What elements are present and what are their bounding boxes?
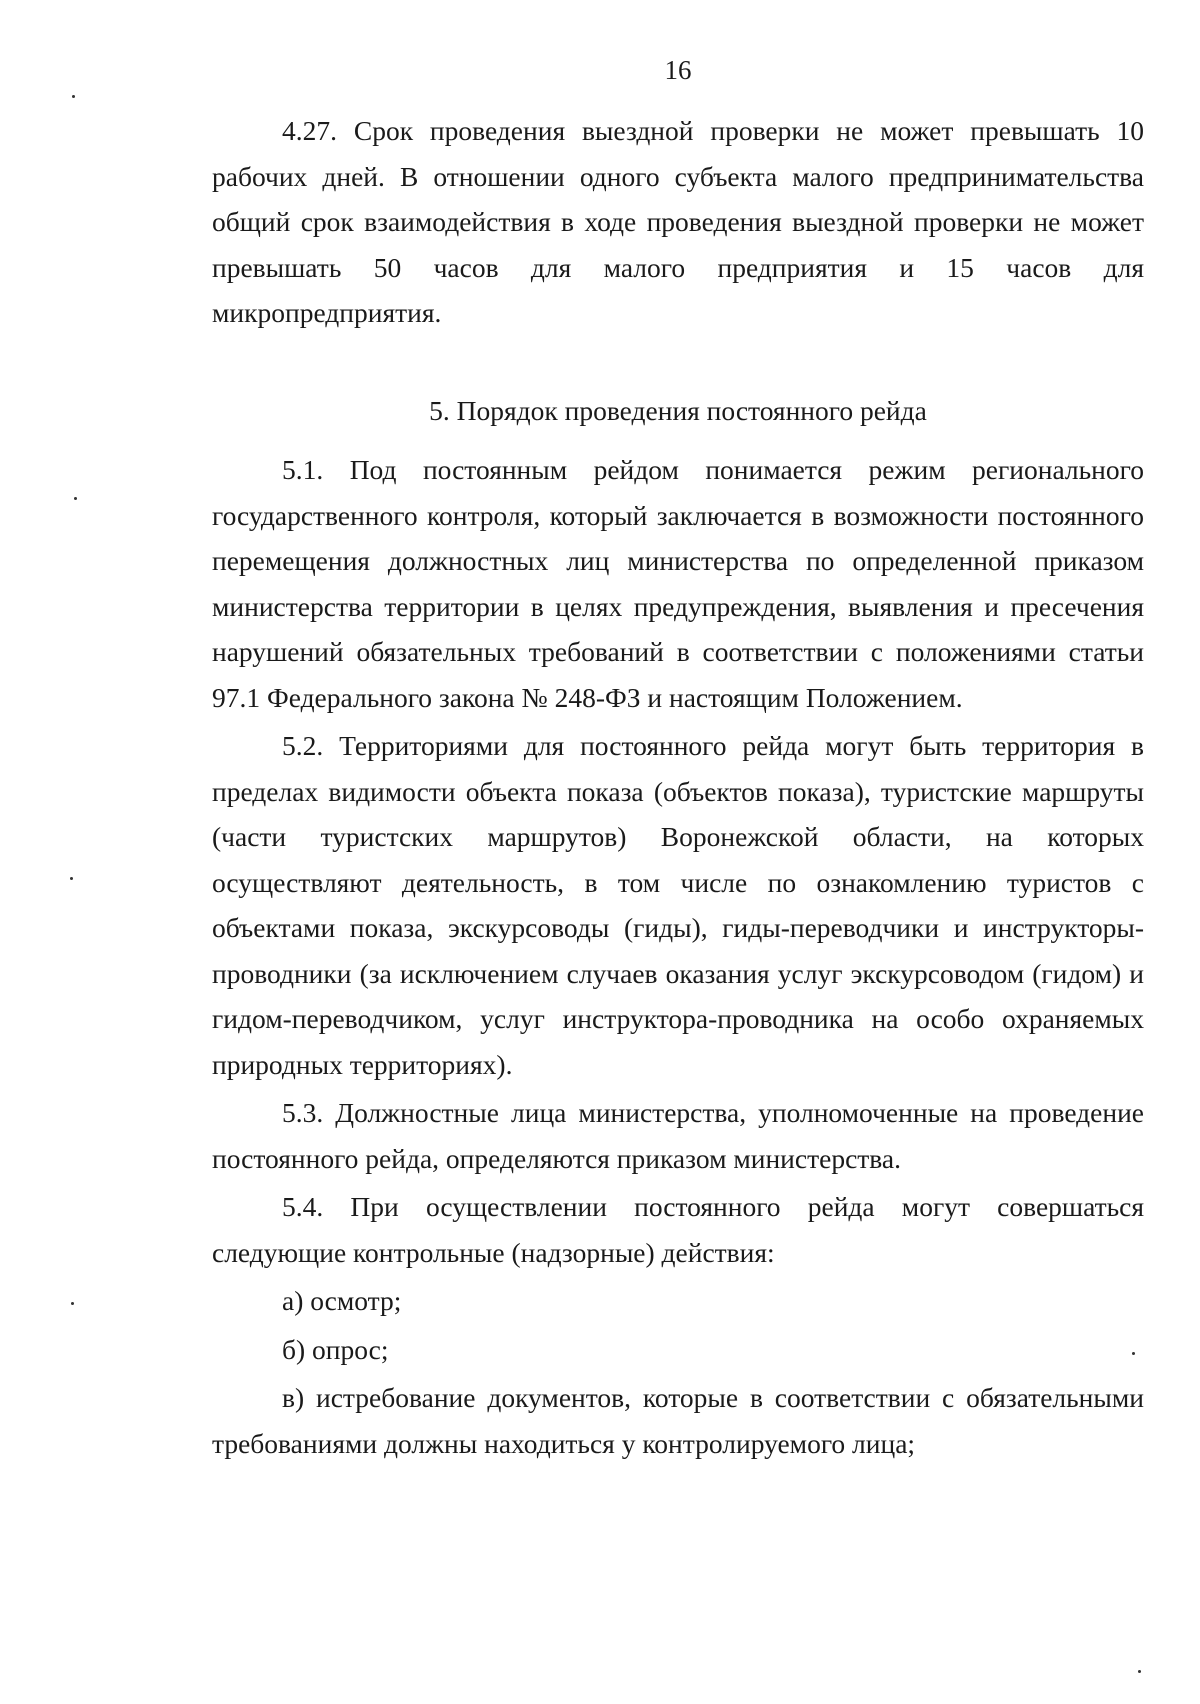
list-item-v: в) истребование документов, которые в соответствии с обязательными требованиями должны находиться у контролируемого лица; — [212, 1382, 1144, 1459]
scan-speck — [74, 497, 77, 500]
list-item-b: б) опрос; — [282, 1333, 389, 1365]
page-number: 16 — [664, 55, 692, 85]
scan-speck — [72, 95, 75, 98]
list-item-a: а) осмотр; — [282, 1285, 402, 1316]
scan-speck — [70, 877, 73, 880]
scan-speck — [71, 1302, 74, 1305]
paragraph-5-2: 5.2. Территориями для постоянного рейда могут быть территория в пределах видимости объекта показа (объектов показа), туристские маршруты (части туристских маршрутов) Воронежской области, на которых осуществляют деятельность, в том числе по ознакомлению туристов с объектами показа, экскурсоводы (гиды), гиды-переводчики и инструкторы-проводники (за исключением случаев оказания услуг экскурсоводом (гидом) и гидом-переводчиком, услуг инструктора-проводника на особо охраняемых природных территориях). — [212, 730, 1144, 1080]
paragraph-5-3: 5.3. Должностные лица министерства, уполномоченные на проведение постоянного рейда, определяются приказом министерства. — [212, 1097, 1144, 1174]
paragraph-5-4: 5.4. При осуществлении постоянного рейда могут совершаться следующие контрольные (надзорные) действия: — [212, 1191, 1144, 1268]
scan-speck — [1132, 1352, 1135, 1355]
section-heading: 5. Порядок проведения постоянного рейда — [429, 394, 927, 426]
paragraph-4-27: 4.27. Срок проведения выездной проверки не может превышать 10 рабочих дней. В отношении одного субъекта малого предпринимательства общий срок взаимодействия в ходе проведения выездной проверки не может превышать 50 часов для малого предприятия и 15 часов для микропредприятия. — [212, 115, 1144, 328]
paragraph-5-1: 5.1. Под постоянным рейдом понимается режим регионального государственного контроля, который заключается в возможности постоянного перемещения должностных лиц министерства по определенной приказом министерства территории в целях предупреждения, выявления и пресечения нарушений обязательных требований в соответствии с положениями статьи 97.1 Федерального закона № 248-ФЗ и настоящим Положением. — [212, 454, 1144, 713]
document-body — [212, 108, 1144, 1466]
scan-speck — [1138, 1670, 1141, 1673]
